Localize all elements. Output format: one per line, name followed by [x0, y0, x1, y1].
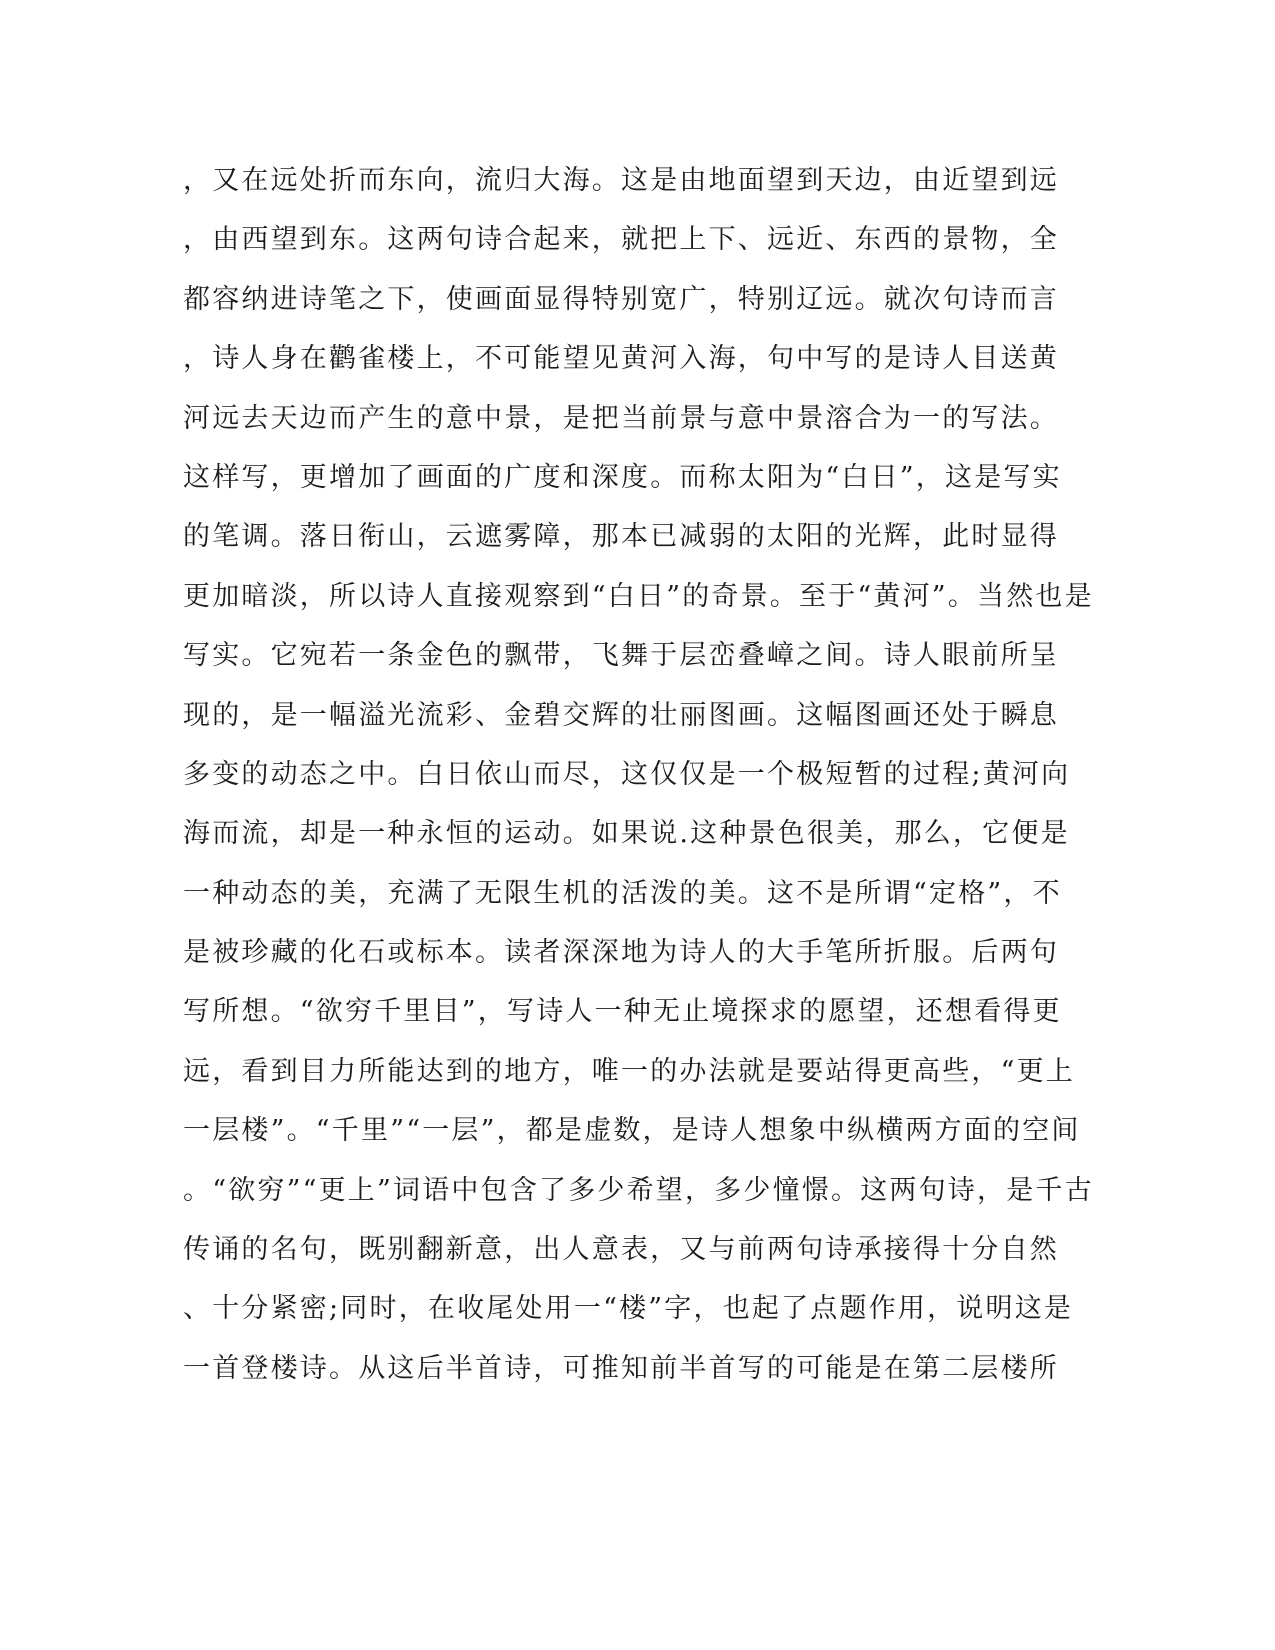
text-line: ，诗人身在鹳雀楼上，不可能望见黄河入海，句中写的是诗人目送黄 [183, 343, 1059, 375]
text-line: 、十分紧密;同时，在收尾处用一“楼”字，也起了点题作用，说明这是 [183, 1293, 1074, 1325]
text-line: 都容纳进诗笔之下，使画面显得特别宽广，特别辽远。就次句诗而言 [183, 283, 1059, 315]
text-line: ，由西望到东。这两句诗合起来，就把上下、远近、东西的景物，全 [183, 224, 1059, 256]
text-line: 多变的动态之中。白日依山而尽，这仅仅是一个极短暂的过程;黄河向 [183, 758, 1071, 790]
text-line: 传诵的名句，既别翻新意，出人意表，又与前两句诗承接得十分自然 [183, 1234, 1059, 1266]
text-line: 这样写，更增加了画面的广度和深度。而称太阳为“白日”，这是写实 [183, 461, 1062, 493]
text-line: 海而流，却是一种永恒的运动。如果说.这种景色很美，那么，它便是 [183, 818, 1070, 850]
text-line: 写实。它宛若一条金色的飘带，飞舞于层峦叠嶂之间。诗人眼前所呈 [183, 640, 1059, 672]
text-line: ，又在远处折而东向，流归大海。这是由地面望到天边，由近望到远 [183, 165, 1059, 196]
text-line: 一种动态的美，充满了无限生机的活泼的美。这不是所谓“定格”，不 [183, 877, 1062, 909]
text-line: 河远去天边而产生的意中景，是把当前景与意中景溶合为一的写法。 [183, 402, 1059, 434]
text-line: 一首登楼诗。从这后半首诗，可推知前半首写的可能是在第二层楼所 [183, 1352, 1059, 1384]
text-line: 更加暗淡，所以诗人直接观察到“白日”的奇景。至于“黄河”。当然也是 [183, 580, 1094, 612]
text-line: 一层楼”。“千里”“一层”，都是虚数，是诗人想象中纵横两方面的空间 [183, 1115, 1081, 1147]
text-line: 远，看到目力所能达到的地方，唯一的办法就是要站得更高些，“更上 [183, 1055, 1076, 1087]
text-line: 现的，是一幅溢光流彩、金碧交辉的壮丽图画。这幅图画还处于瞬息 [183, 699, 1059, 731]
text-line: 写所想。“欲穷千里目”，写诗人一种无止境探求的愿望，还想看得更 [183, 996, 1062, 1028]
text-line: 的笔调。落日衔山，云遮雾障，那本已减弱的太阳的光辉，此时显得 [183, 521, 1059, 553]
text-line: 是被珍藏的化石或标本。读者深深地为诗人的大手笔所折服。后两句 [183, 937, 1059, 969]
text-line: 。“欲穷”“更上”词语中包含了多少希望，多少憧憬。这两句诗，是千古 [183, 1174, 1094, 1206]
body-text [183, 163, 1094, 1410]
